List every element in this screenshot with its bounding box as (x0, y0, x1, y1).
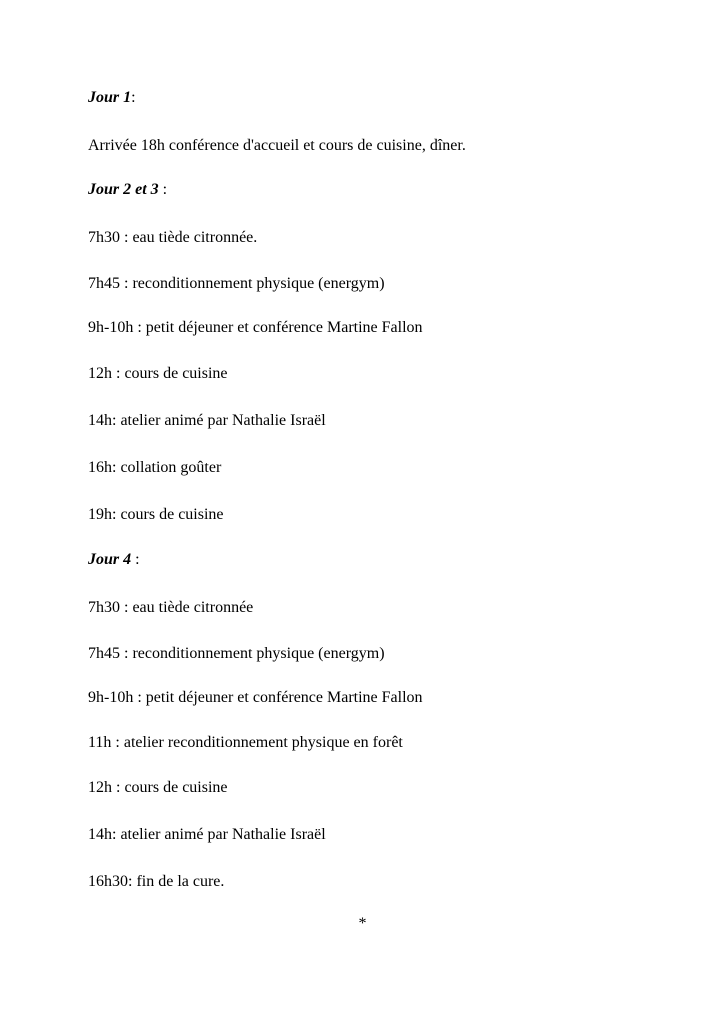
day-2-3-item-6: 16h: collation goûter (88, 459, 222, 476)
day-4-item-1: 7h30 : eau tiède citronnée (88, 599, 254, 616)
day-4-item-3: 9h-10h : petit déjeuner et conférence Martine Fallon (88, 689, 423, 706)
day-1-suffix: : (131, 89, 136, 106)
day-4-item-6: 14h: atelier animé par Nathalie Israël (88, 826, 326, 843)
day-2-3-item-7: 19h: cours de cuisine (88, 506, 224, 523)
day-2-3-item-1: 7h30 : eau tiède citronnée. (88, 229, 258, 246)
day-4-item-5: 12h : cours de cuisine (88, 779, 228, 796)
day-4-item-7: 16h30: fin de la cure. (88, 873, 225, 890)
day-4-title: Jour 4 (88, 551, 132, 568)
day-1-item-1: Arrivée 18h conférence d'accueil et cours de cuisine, dîner. (88, 137, 466, 154)
day-4-item-4: 11h : atelier reconditionnement physique en forêt (88, 734, 403, 751)
day-2-3-item-3: 9h-10h : petit déjeuner et conférence Martine Fallon (88, 319, 423, 336)
day-4-heading (88, 550, 140, 570)
day-2-3-item-4: 12h : cours de cuisine (88, 365, 228, 382)
day-2-3-heading (88, 180, 167, 200)
day-2-3-title: Jour 2 et 3 (88, 181, 159, 198)
day-2-3-suffix: : (158, 181, 168, 198)
day-1-heading (88, 88, 136, 108)
day-1-title: Jour 1 (88, 89, 132, 106)
day-2-3-item-2: 7h45 : reconditionnement physique (energym) (88, 275, 385, 292)
day-4-suffix: : (131, 551, 140, 568)
footer-asterisk: * (358, 915, 367, 932)
day-2-3-item-5: 14h: atelier animé par Nathalie Israël (88, 412, 326, 429)
day-4-item-2: 7h45 : reconditionnement physique (energym) (88, 645, 385, 662)
